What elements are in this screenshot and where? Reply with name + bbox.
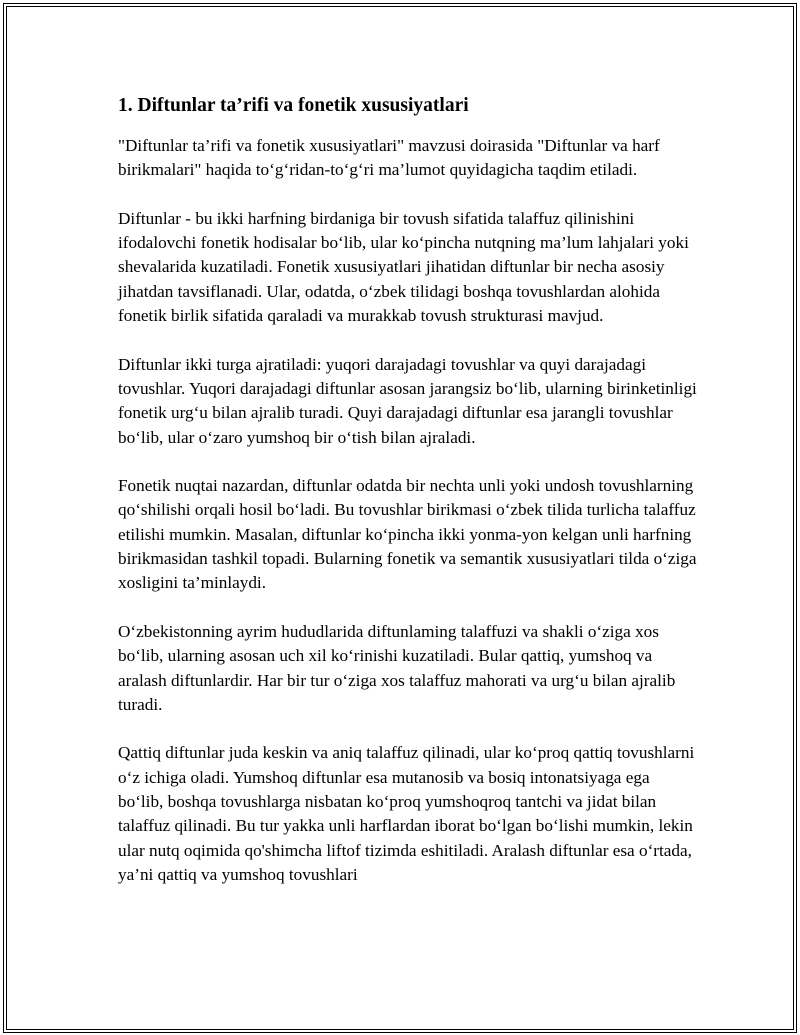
paragraph-intro: "Diftunlar ta’rifi va fonetik xususiyatlari" mavzusi doirasida "Diftunlar va harf birikmalari" haqida to‘g‘ridan-to‘g‘ri ma’lumot quyidagicha taqdim etiladi. — [118, 136, 660, 180]
paragraph-regions: O‘zbekistonning ayrim hududlarida diftunlaming talaffuzi va shakli o‘ziga xos bo‘lib, ularning asosan uch xil ko‘rinishi kuzatiladi. Bular qattiq, yumshoq va aralash diftunlardir. Har bir tur o‘ziga xos talaffuz mahorati va urg‘u bilan ajralib turadi. — [118, 621, 676, 714]
paragraph-definition: Diftunlar - bu ikki harfning birdaniga bir tovush sifatida talaffuz qilinishini ifodalovchi fonetik hodisalar bo‘lib, ular ko‘pincha nutqning ma’lum lahjalari yoki shevalarida kuzatiladi. Fonetik xususiyatlari jihatidan diftunlar bir necha asosiy jihatdan tavsiflanadi. Ular, odatda, o‘zbek tilidagi boshqa tovushlardan alohida fonetik birlik sifatida qaraladi va murakkab tovush strukturasi mavjud. — [118, 208, 689, 326]
paragraph-phonetic: Fonetik nuqtai nazardan, diftunlar odatda bir nechta unli yoki undosh tovushlarning qo‘shilishi orqali hosil bo‘ladi. Bu tovushlar birikmasi o‘zbek tilida turlicha talaffuz etilishi mumkin. Masalan, diftunlar ko‘pincha ikki yonma-yon kelgan unli harfning birikmasidan tashkil topadi. Bularning fonetik va semantik xususiyatlari tilda o‘ziga xosligini ta’minlaydi. — [118, 476, 697, 593]
document-body — [118, 92, 698, 912]
paragraph-types: Diftunlar ikki turga ajratiladi: yuqori darajadagi tovushlar va quyi darajadagi tovushlar. Yuqori darajadagi diftunlar asosan jarangsiz bo‘lib, ularning birinketinligi fonetik urg‘u bilan ajralib turadi. Quyi darajadagi diftunlar esa jarangli tovushlar bo‘lib, ular o‘zaro yumshoq bir o‘tish bilan ajraladi. — [118, 354, 697, 447]
section-heading: 1. Diftunlar ta’rifi va fonetik xususiyatlari — [118, 95, 469, 116]
paragraph-hard-soft: Qattiq diftunlar juda keskin va aniq talaffuz qilinadi, ular ko‘proq qattiq tovushlarni o‘z ichiga oladi. Yumshoq diftunlar esa mutanosib va bosiq intonatsiyaga ega bo‘lib, boshqa tovushlarga nisbatan ko‘proq yumshoqroq tantchi va jidat bilan talaffuz qilinadi. Bu tur yakka unli harflardan iborat bo‘lgan bo‘lishi mumkin, lekin ular nutq oqimida qo'shimcha liftof tizimda eshitiladi. Aralash diftunlar esa o‘rtada, ya’ni qattiq va yumshoq tovushlari — [118, 743, 695, 884]
